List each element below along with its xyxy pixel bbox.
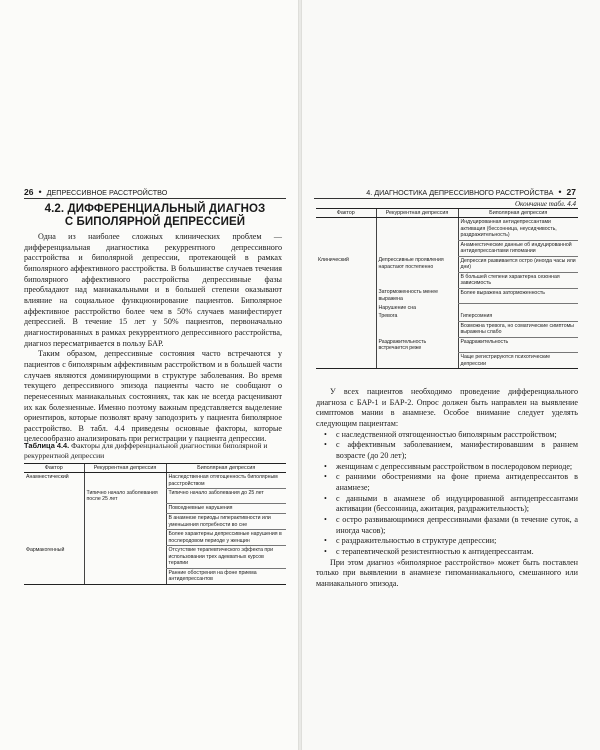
- list-item-text: с раздражительностью в структуре депрессии;: [336, 536, 497, 546]
- table-row: [24, 568, 286, 584]
- cell-factor: Клинический: [318, 257, 349, 264]
- list-item: [316, 547, 578, 558]
- list-item: [316, 472, 578, 493]
- page-number-left: 26: [24, 187, 34, 197]
- running-head-title: 4. ДИАГНОСТИКА ДЕПРЕССИВНОГО РАССТРОЙСТВА: [366, 187, 554, 197]
- list-item-text: с терапевтической резистентностью к антидепрессантам.: [336, 546, 534, 556]
- header-recurrent: Рекуррентная депрессия: [84, 464, 166, 473]
- factors-table: [24, 463, 286, 585]
- list-item: [316, 494, 578, 515]
- cell-recurrent: Нарушение сна: [376, 304, 458, 313]
- section-title: [28, 203, 282, 229]
- list-item: [316, 515, 578, 536]
- cell-bipolar: Гиперсомния: [458, 312, 578, 321]
- table-row: [316, 288, 578, 303]
- list-item-text: женщинам с депрессивным расстройством в послеродовом периоде;: [336, 461, 573, 471]
- cell-recurrent: [376, 353, 458, 369]
- running-head-title: ДЕПРЕССИВНОЕ РАССТРОЙСТВО: [46, 187, 168, 197]
- list-item: [316, 430, 578, 441]
- table-row: [24, 489, 286, 504]
- table-row: [316, 240, 578, 256]
- table-row: [316, 312, 578, 321]
- cell-recurrent: [84, 568, 166, 584]
- right-page: [302, 0, 600, 750]
- list-item-text: с ранними обострениями на фоне приема антидепрессантов в анамнезе;: [336, 472, 578, 492]
- intro-paragraph: У всех пациентов необходимо проведение дифференциального диагноза с БАР-1 и БАР-2. Опрос должен быть направлен на выявление симптомов мании в анамнезе. Особое внимание следует уделять следующим пациентам:: [316, 387, 578, 428]
- cell-factor: [316, 240, 376, 256]
- cell-factor: [316, 322, 376, 338]
- cell-recurrent: [376, 240, 458, 256]
- factors-table-continued: [316, 208, 578, 369]
- header-rule: [314, 198, 576, 199]
- risk-list: [316, 430, 578, 558]
- cell-recurrent: Тревога: [376, 312, 458, 321]
- closing-paragraph: При этом диагноз «биполярное расстройство» может быть поставлен только при выявлении в анамнезе гипоманиакального, смешанного или маниакального эпизода.: [316, 557, 578, 588]
- cell-factor: [24, 530, 84, 546]
- cell-factor: Анамнестический: [26, 474, 69, 481]
- table-row: [316, 304, 578, 313]
- bullet-marker: •: [324, 461, 327, 471]
- table-row: [316, 272, 578, 288]
- cell-recurrent: Депрессивные проявления нарастают постепенно: [376, 256, 458, 272]
- cell-recurrent: [84, 546, 166, 568]
- cell-factor: Фармакогенный: [26, 546, 65, 553]
- cell-factor: [316, 312, 376, 321]
- table-row: [316, 256, 578, 272]
- cell-recurrent: Раздражительность встречается реже: [376, 338, 458, 353]
- bullet-marker: •: [324, 536, 327, 546]
- paragraph-2: Таким образом, депрессивные состояния часто встречаются у пациентов с биполярным аффективным расстройством и в большей части случаев являются доминирующими в структуре заболевания. Во время текущего депрессивного эпизода пациенты часто не сообщают о перенесенных маниакальных состояниях, так как не всегда расценивают их как болезненные. Именно поэтому важным представляется выделение ориентиров, которые позволят врачу заподозрить у пациента биполярное расстройство. В табл. 4.4 приведены основные факторы, которые целесообразно анализировать при регистрации у пациента депрессии.: [24, 349, 282, 444]
- left-page: [0, 0, 298, 750]
- cell-factor: [316, 218, 376, 240]
- table-row: [316, 322, 578, 338]
- cell-bipolar: Более выражена заторможенность: [458, 288, 578, 303]
- table-row: [24, 530, 286, 546]
- table-row: [24, 546, 286, 568]
- header-bipolar: Биполярная депрессия: [166, 464, 286, 473]
- cell-factor: [316, 338, 376, 353]
- bullet-separator: •: [38, 187, 42, 197]
- cell-bipolar: В анамнезе периоды гиперактивности или уменьшения потребности во сне: [166, 514, 286, 530]
- list-item: [316, 462, 578, 473]
- header-rule: [24, 198, 286, 199]
- cell-bipolar: Наследственная отягощенность биполярным расстройством: [166, 473, 286, 489]
- cell-factor: [24, 504, 84, 514]
- cell-recurrent: [84, 504, 166, 514]
- cell-bipolar: Ранние обострения на фоне приема антидепрессантов: [166, 568, 286, 584]
- cell-bipolar: Анамнестические данные об индуцированной антидепрессантами гипомании: [458, 240, 578, 256]
- bullet-marker: •: [324, 493, 327, 503]
- cell-factor: [316, 288, 376, 303]
- section-title-line-1: 4.2. ДИФФЕРЕНЦИАЛЬНЫЙ ДИАГНОЗ: [44, 203, 266, 215]
- header-bipolar: Биполярная депрессия: [458, 209, 578, 218]
- cell-recurrent: [376, 322, 458, 338]
- body-text-right: [316, 387, 578, 589]
- list-item: [316, 440, 578, 461]
- cell-recurrent: Типично начало заболевания после 25 лет: [84, 489, 166, 504]
- cell-recurrent: Заторможенность менее выражена: [376, 288, 458, 303]
- list-item-text: с остро развивающимися депрессивными фазами (в течение суток, а иногда часов);: [336, 514, 578, 535]
- cell-recurrent: [84, 530, 166, 546]
- bullet-marker: •: [324, 472, 327, 482]
- cell-bipolar: Депрессия развивается остро (иногда часы или дни): [458, 256, 578, 272]
- cell-bipolar: Типично начало заболевания до 25 лет: [166, 489, 286, 504]
- table-caption-label: Таблица 4.4.: [24, 441, 70, 450]
- bullet-marker: •: [324, 546, 327, 556]
- cell-factor: [316, 272, 376, 288]
- list-item-text: с аффективным заболеванием, манифестировавшим в раннем возрасте (до 20 лет);: [336, 440, 578, 460]
- cell-bipolar: Чаще регистрируются психотические депрессии: [458, 353, 578, 369]
- header-recurrent: Рекуррентная депрессия: [376, 209, 458, 218]
- cell-factor: [24, 568, 84, 584]
- body-text-left: [24, 232, 282, 445]
- bullet-marker: •: [324, 429, 327, 439]
- table-row: [24, 504, 286, 514]
- table-header-row: [24, 464, 286, 473]
- table-row: [316, 218, 578, 240]
- cell-factor: [24, 489, 84, 504]
- bullet-separator: •: [558, 187, 562, 197]
- table-continuation-label: Окончание табл. 4.4: [515, 200, 576, 208]
- table-row: [316, 353, 578, 369]
- cell-bipolar: Раздражительность: [458, 338, 578, 353]
- cell-recurrent: [84, 514, 166, 530]
- cell-factor: [316, 304, 376, 313]
- running-head-right: [314, 186, 576, 198]
- list-item-text: с данными в анамнезе об индуцированной антидепрессантами активации (бессонница, ажитация, раздражительность);: [336, 493, 578, 514]
- cell-bipolar: Более характерны депрессивные нарушения в послеродовом периоде у женщин: [166, 530, 286, 546]
- list-item-text: с наследственной отягощенностью биполярным расстройством;: [336, 429, 557, 439]
- cell-bipolar: Повседневные нарушения: [166, 504, 286, 514]
- bullet-marker: •: [324, 440, 327, 450]
- cell-bipolar: Индуцированная антидепрессантами активация (бессонница, неусидчивость, раздражительность): [458, 218, 578, 240]
- paragraph-1: Одна из наиболее сложных клинических проблем — дифференциальная диагностика рекуррентного депрессивного расстройства и биполярной депрессии, протекающей в рамках биполярного аффективного расстройства. В большинстве случаев течения биполярного аффективного расстройства депрессивные фазы преобладают над маниакальными и в большей степени оказывают влияние на социальное функционирование пациентов. Биполярное аффективное расстройство более чем в 50% случаев манифестирует депрессией. В течение 15 лет у 50% пациентов, первоначально диагностированных в рамках рекуррентного депрессивного расстройства, диагноз пересматривается в пользу БАР.: [24, 232, 282, 348]
- cell-recurrent: [376, 272, 458, 288]
- section-title-line-2: С БИПОЛЯРНОЙ ДЕПРЕССИЕЙ: [64, 216, 246, 228]
- cell-bipolar: [458, 304, 578, 313]
- page-number-right: 27: [566, 187, 576, 197]
- table-row: [24, 473, 286, 489]
- cell-bipolar: В большей степени характерна сезонная зависимость: [458, 272, 578, 288]
- cell-recurrent: [84, 473, 166, 489]
- list-item: [316, 536, 578, 547]
- bullet-marker: •: [324, 514, 327, 524]
- table-caption: [24, 441, 286, 460]
- cell-bipolar: Отсутствие терапевтического эффекта при использовании трех адекватных курсов терапии: [166, 546, 286, 568]
- table-row: [316, 338, 578, 353]
- header-factor: Фактор: [24, 464, 84, 473]
- header-factor: Фактор: [316, 209, 376, 218]
- table-row: [24, 514, 286, 530]
- cell-recurrent: [376, 218, 458, 240]
- table-header-row: [316, 209, 578, 218]
- cell-factor: [24, 514, 84, 530]
- cell-factor: [316, 353, 376, 369]
- cell-bipolar: Возможна тревога, но соматические симптомы выражены слабо: [458, 322, 578, 338]
- running-head-left: [24, 186, 286, 198]
- table-caption-text: Факторы для дифференциальной диагностики биполярной и рекуррентной депрессии: [24, 441, 268, 460]
